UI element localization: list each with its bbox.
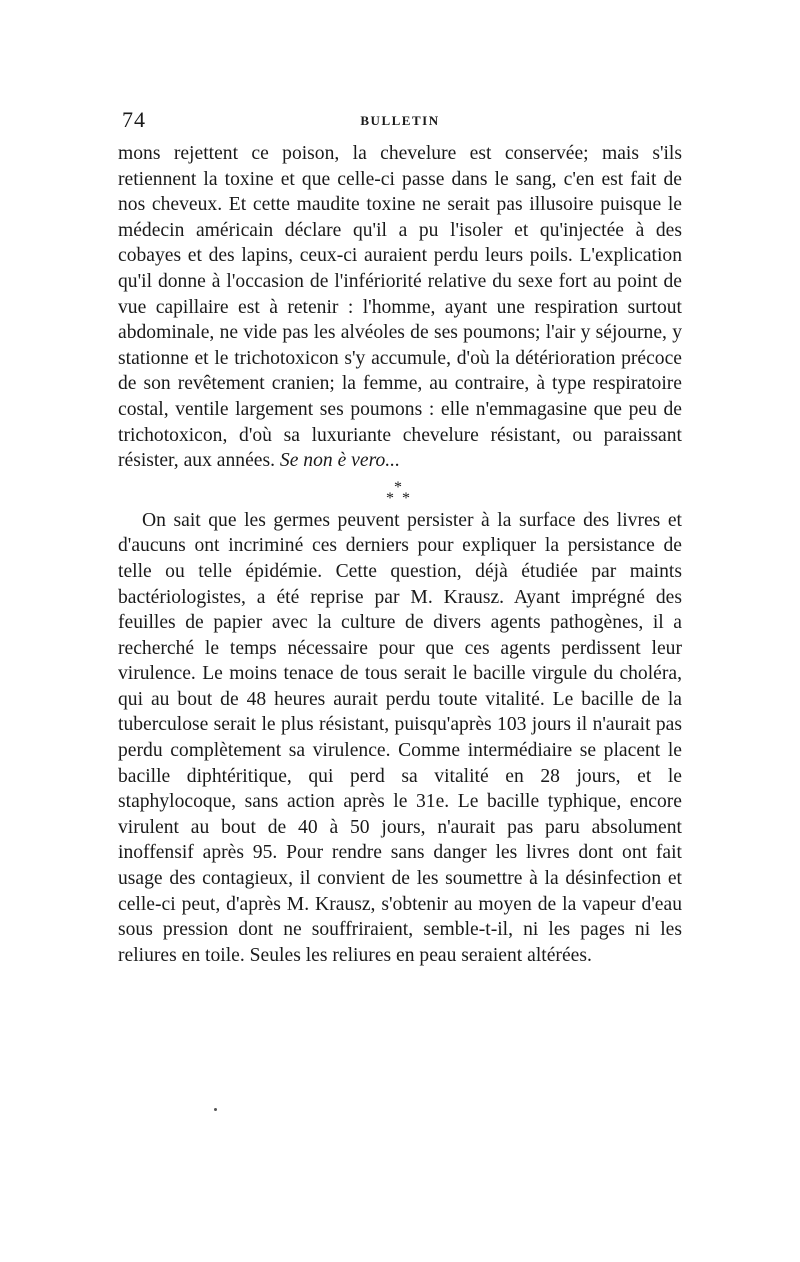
italic-expression: Se non è vero... [279, 450, 400, 472]
asterism-separator [118, 476, 682, 508]
paragraph-hair-toxin [118, 141, 682, 474]
asterism-star-right: * [402, 489, 410, 507]
asterism-star-top: * [394, 478, 402, 496]
paragraph-hair-toxin-text: mons rejettent ce poison, la chevelure est conservée; mais s'ils retiennent la toxine et que celle-ci passe dans le sang, c'en est fait de nos cheveux. Et cette maudite toxine ne serait pas illusoire puisque le médecin américain déclare qu'il a pu l'isoler et qu'injectée à des cobayes et des lapins, ceux-ci auraient perdu leurs poils. L'explication qu'il donne à l'occasion de l'infériorité relative du sexe fort au point de vue capillaire est à retenir : l'homme, ayant une respiration surtout abdominale, ne vide pas les alvéoles de ses poumons; l'air y séjourne, y stationne et le trichotoxicon s'y accumule, d'où la détérioration précoce de son revêtement cranien; la femme, au contraire, à type respiratoire costal, ventile largement ses poumons : elle n'emmagasine que peu de trichotoxicon, d'où sa luxuriante chevelure résistant, ou paraissant résister, aux années. [118, 143, 682, 472]
paragraph-book-germs: On sait que les germes peuvent persister à la surface des livres et d'aucuns ont incriminé ces derniers pour expliquer la persistance de telle ou telle épidémie. Cette question, déjà étudiée par maints bactériologistes, a été reprise par M. Krausz. Ayant imprégné des feuilles de papier avec la culture de divers agents pathogènes, il a recherché le temps nécessaire pour que ces agents perdissent leur virulence. Le moins tenace de tous serait le bacille virgule du choléra, qui au bout de 48 heures aurait perdu toute vitalité. Le bacille de la tuberculose serait le plus résistant, puisqu'après 103 jours il n'aurait pas perdu complètement sa virulence. Comme intermédiaire se placent le bacille diphtéritique, qui perd sa vitalité en 28 jours, et le staphylocoque, sans action après le 31e. Le bacille typhique, encore virulent au bout de 40 à 50 jours, n'aurait pas paru absolument inoffensif après 95. Pour rendre sans danger les livres dont ont fait usage des contagieux, il convient de les soumettre à la désinfection et celle-ci peut, d'après M. Krausz, s'obtenir au moyen de la vapeur d'eau sous pression dont ne souffriraient, semble-t-il, ni les pages ni les reliures en toile. Seules les reliures en peau seraient altérées. [118, 509, 682, 966]
print-speck [214, 1108, 217, 1111]
running-title: BULLETIN [360, 113, 440, 128]
page-number: 74 [122, 107, 146, 132]
asterism-star-left: * [386, 489, 394, 507]
page-content [118, 103, 682, 968]
running-head [118, 103, 682, 143]
